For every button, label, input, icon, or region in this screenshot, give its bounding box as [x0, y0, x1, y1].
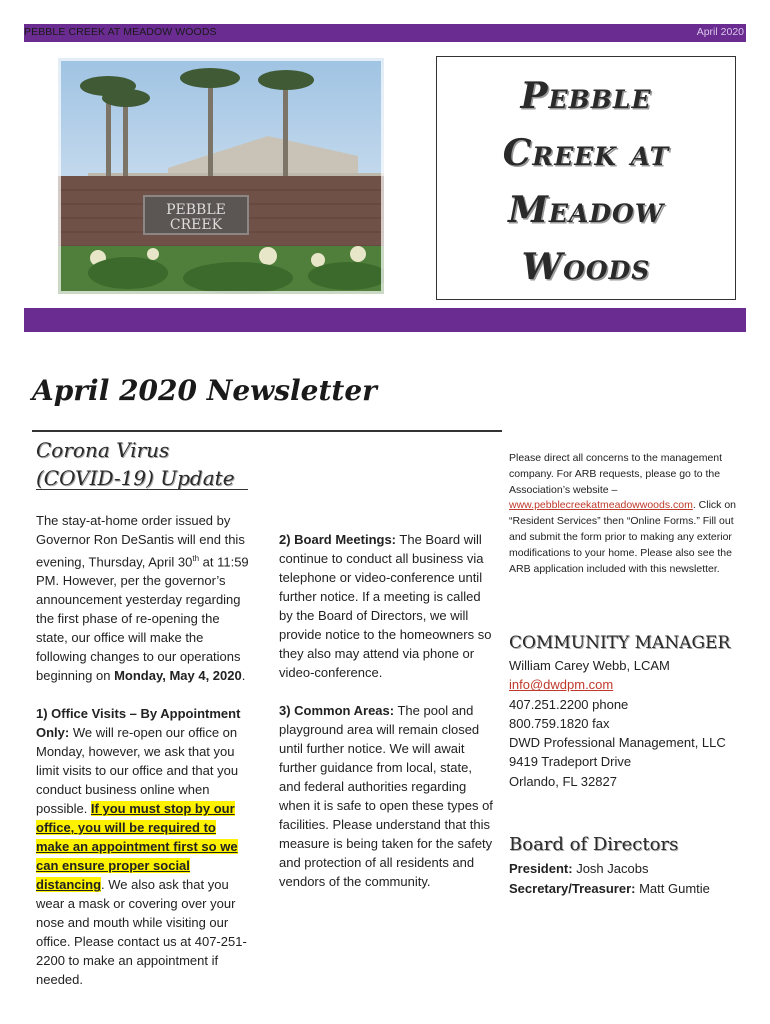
manager-email-link[interactable]: info@dwdpm.com: [509, 677, 614, 693]
community-manager-contact: [509, 656, 726, 791]
purple-divider: [24, 308, 746, 332]
manager-address1: 9419 Tradeport Drive: [509, 754, 632, 770]
sign-line1: PEBBLE: [166, 202, 226, 218]
title-line3: Meadow: [508, 189, 664, 231]
covid-title-line1: Corona Virus: [36, 438, 170, 462]
covid-section-title: [36, 436, 235, 492]
title-box: [436, 56, 736, 300]
covid-intro: The stay-at-home order issued by Governor Ron DeSantis will end this evening, Thursday, April 30th at 11:59 PM. However, per the governor’s announcement yesterday regarding the first phase of re-opening the state, our office will make the following changes to our operations beginning on Monday, May 4, 2020.: [36, 513, 249, 684]
heading-rule: [32, 430, 502, 432]
manager-company: DWD Professional Management, LLC: [509, 735, 726, 751]
board-title: Board of Directors: [509, 834, 679, 855]
column-2: [279, 530, 493, 910]
office-visits-item: 1) Office Visits – By Appointment Only: We will re-open our office on Monday, however, we ask that you limit visits to our office and that you conduct business online when possible. If you must stop by our office, you will be required to make an appointment first so we can ensure proper social distancing. We also ask that you wear a mask or covering over your nose and mouth while visiting our office. Please contact us at 407-251-2200 to make an appointment if needed.: [36, 706, 247, 988]
board-meetings-item: 2) Board Meetings: The Board will continue to conduct all business via telephone or video-conference until further notice. If a meeting is called by the Board of Directors, we will provide notice to the homeowners so they also may attend via phone or video-conference.: [279, 532, 492, 680]
manager-address2: Orlando, FL 32827: [509, 773, 617, 789]
arb-notice: Please direct all concerns to the management company. For ARB requests, please go to the Association’s website – www.pebblecreekatmeadowwoods.com. Click on “Resident Services” then “Online Forms.” Fill out and submit the form prior to making any exterior modifications to your home. Please also see the ARB application included with this newsletter.: [509, 452, 737, 575]
covid-title-rule: [36, 489, 248, 490]
board-list: [509, 859, 710, 899]
manager-fax: 800.759.1820 fax: [509, 715, 610, 731]
title-line1: Pebble: [520, 75, 652, 117]
entrance-sign-photo: [58, 58, 384, 294]
sign-line2: CREEK: [169, 217, 223, 233]
header-date: April 2020: [696, 26, 744, 38]
newsletter-heading: April 2020 Newsletter: [32, 374, 377, 407]
header-bar: [24, 24, 746, 42]
manager-name: William Carey Webb, LCAM: [509, 658, 670, 673]
appointment-highlight: If you must stop by our office, you will be required to make an appointment first so we can ensure proper social distancing: [36, 801, 238, 893]
common-areas-item: 3) Common Areas: The pool and playground area will remain closed until further notice. We will await further guidance from local, state, and federal authorities regarding when it is safe to open these types of facilities. Please understand that this measure is being taken for the safety and protection of all residents and vendors of the community.: [279, 703, 493, 889]
title-line4: Woods: [521, 246, 651, 288]
covid-title-line2: (COVID-19) Update: [36, 466, 235, 490]
title-line2: Creek at: [502, 132, 670, 174]
community-manager-title: COMMUNITY MANAGER: [509, 633, 731, 653]
header-left-text: PEBBLE CREEK AT MEADOW WOODS: [24, 26, 217, 38]
column-1: [36, 511, 250, 1008]
manager-phone: 407.251.2200 phone: [509, 696, 629, 712]
association-website-link[interactable]: www.pebblecreekatmeadowwoods.com: [509, 499, 693, 512]
board-president: President: Josh Jacobs: [509, 861, 649, 876]
board-secretary: Secretary/Treasurer: Matt Gumtie: [509, 881, 710, 896]
